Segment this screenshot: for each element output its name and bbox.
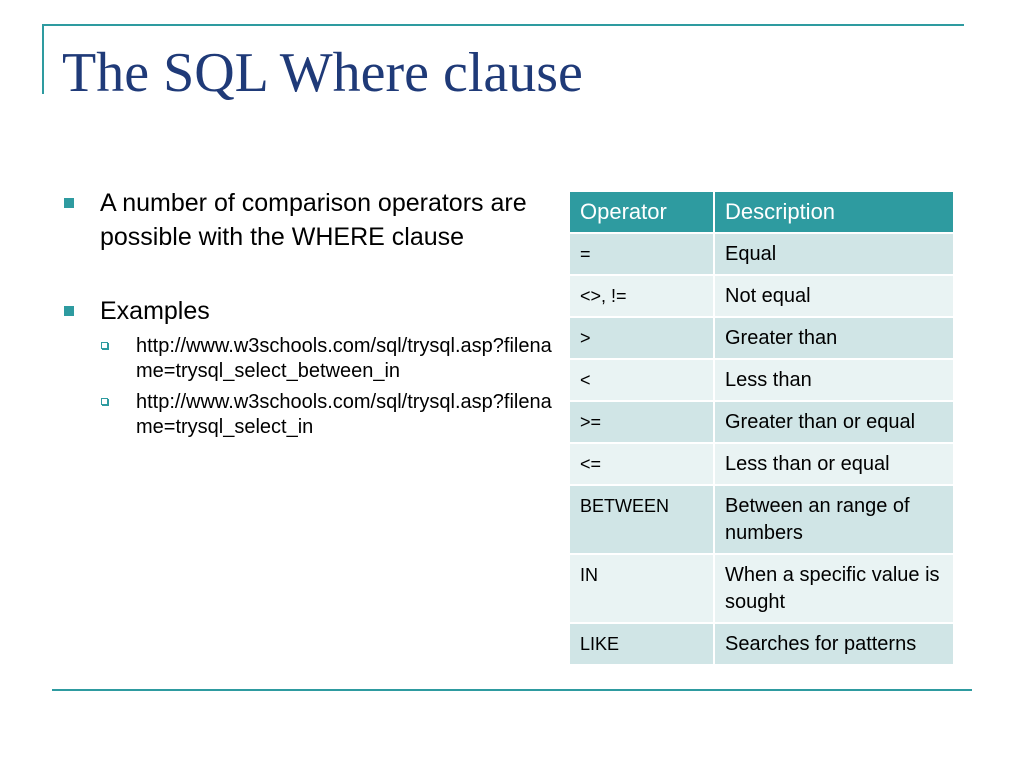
frame-top-line xyxy=(42,24,964,26)
description-cell: Greater than xyxy=(714,317,954,359)
description-cell: Searches for patterns xyxy=(714,623,954,665)
operator-cell: <>, != xyxy=(569,275,714,317)
frame-left-line xyxy=(42,24,44,94)
operator-cell: < xyxy=(569,359,714,401)
square-bullet-icon xyxy=(64,306,74,316)
table-row xyxy=(569,275,954,317)
description-cell: Less than or equal xyxy=(714,443,954,485)
table-row xyxy=(569,623,954,665)
table-row xyxy=(569,485,954,554)
operator-cell: > xyxy=(569,317,714,359)
header-operator: Operator xyxy=(569,191,714,233)
description-cell: Not equal xyxy=(714,275,954,317)
frame-bottom-line xyxy=(52,689,972,691)
bullet-list xyxy=(62,186,552,440)
bullet-item xyxy=(62,186,552,254)
table-row xyxy=(569,443,954,485)
description-cell: Equal xyxy=(714,233,954,275)
slide-title: The SQL Where clause xyxy=(62,42,583,104)
operator-cell: = xyxy=(569,233,714,275)
header-description: Description xyxy=(714,191,954,233)
operator-cell: <= xyxy=(569,443,714,485)
table-row xyxy=(569,233,954,275)
table-row xyxy=(569,554,954,623)
operator-table xyxy=(568,190,955,666)
hollow-square-bullet-icon xyxy=(101,342,108,349)
table-header-row xyxy=(569,191,954,233)
description-cell: Greater than or equal xyxy=(714,401,954,443)
square-bullet-icon xyxy=(64,198,74,208)
bullet-item xyxy=(62,294,552,328)
example-link[interactable]: http://www.w3schools.com/sql/trysql.asp?filename=trysql_select_between_in xyxy=(136,335,552,382)
table-row xyxy=(569,317,954,359)
operator-cell: IN xyxy=(569,554,714,623)
bullet-text: A number of comparison operators are possible with the WHERE clause xyxy=(100,189,527,251)
hollow-square-bullet-icon xyxy=(101,398,108,405)
sub-bullet-item xyxy=(62,390,552,440)
example-link[interactable]: http://www.w3schools.com/sql/trysql.asp?filename=trysql_select_in xyxy=(136,391,552,438)
sub-bullet-item xyxy=(62,334,552,384)
operator-cell: >= xyxy=(569,401,714,443)
operator-cell: BETWEEN xyxy=(569,485,714,554)
description-cell: Less than xyxy=(714,359,954,401)
table-row xyxy=(569,359,954,401)
operator-cell: LIKE xyxy=(569,623,714,665)
description-cell: Between an range of numbers xyxy=(714,485,954,554)
description-cell: When a specific value is sought xyxy=(714,554,954,623)
bullet-text: Examples xyxy=(100,297,210,325)
table-row xyxy=(569,401,954,443)
